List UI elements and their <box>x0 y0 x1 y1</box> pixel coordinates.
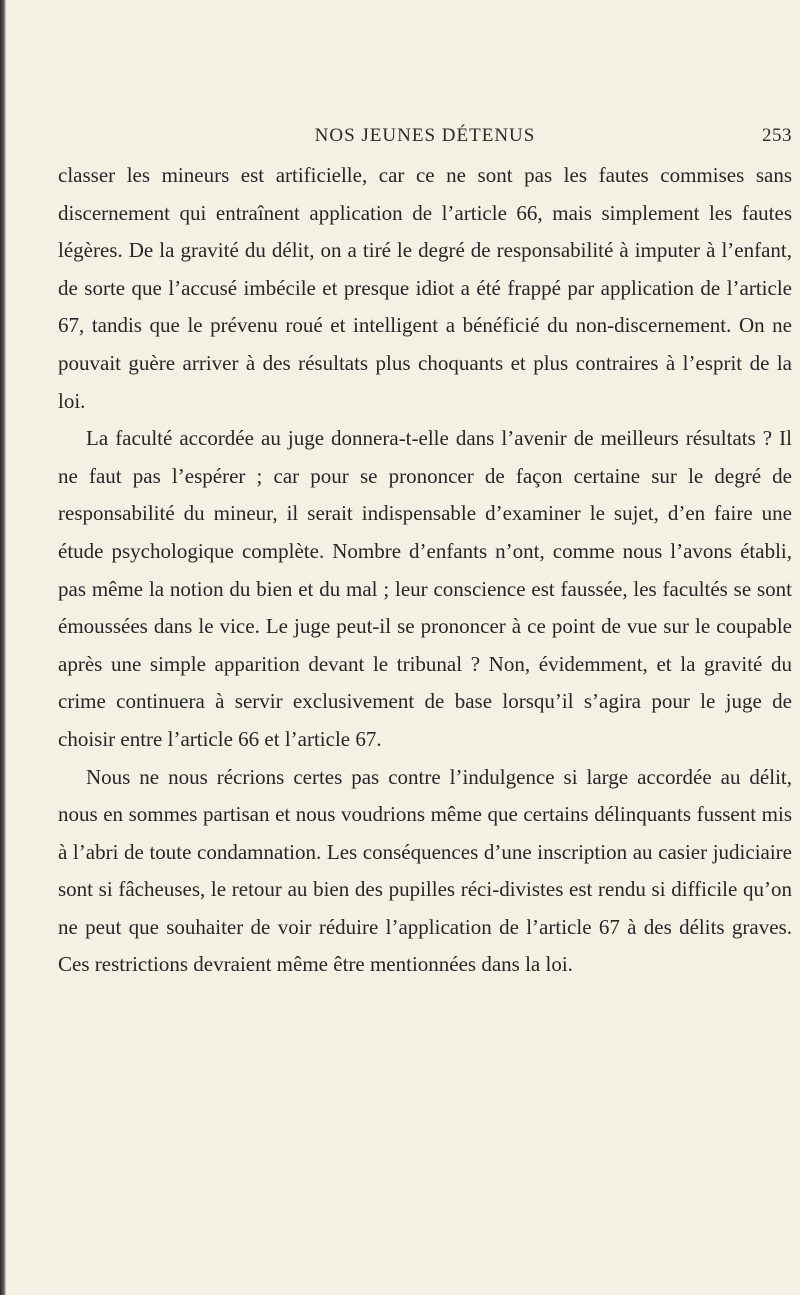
running-title: NOS JEUNES DÉTENUS <box>314 125 536 146</box>
page-header <box>58 125 792 151</box>
body-text <box>58 157 792 984</box>
paragraph: La faculté accordée au juge donnera-t-elle dans l’avenir de meilleurs résultats ? Il ne faut pas l’espérer ; car pour se prononcer de façon certaine sur le degré de responsabilité du mineur, il serait indispensable d’examiner le sujet, d’en faire une étude psychologique complète. Nombre d’enfants n’ont, comme nous l’avons établi, pas même la notion du bien et du mal ; leur conscience est faussée, les facultés se sont émoussées dans le vice. Le juge peut-il se prononcer à ce point de vue sur le coupable après une simple apparition devant le tribunal ? Non, évidemment, et la gravité du crime continuera à servir exclusivement de base lorsqu’il s’agira pour le juge de choisir entre l’article 66 et l’article 67. <box>58 426 792 751</box>
paragraph-continuation: classer les mineurs est artificielle, car ce ne sont pas les fautes commises sans discernement qui entraînent application de l’article 66, mais simplement les fautes légères. De la gravité du délit, on a tiré le degré de responsabilité à imputer à l’enfant, de sorte que l’accusé imbécile et presque idiot a été frappé par application de l’article 67, tandis que le prévenu roué et intelligent a bénéficié du non-discernement. On ne pouvait guère arriver à des résultats plus choquants et plus contraires à l’esprit de la loi. <box>58 163 792 413</box>
paragraph: Nous ne nous récrions certes pas contre l’indulgence si large accordée au délit, nous en sommes partisan et nous voudrions même que certains délinquants fussent mis à l’abri de toute condamnation. Les conséquences d’une inscription au casier judiciaire sont si fâcheuses, le retour au bien des pupilles réci-divistes est rendu si difficile qu’on ne peut que souhaiter de voir réduire l’application de l’article 67 à des délits graves. Ces restrictions devraient même être mentionnées dans la loi. <box>58 764 792 977</box>
page-number: 253 <box>762 125 792 146</box>
page-binding-edge <box>0 0 6 1295</box>
